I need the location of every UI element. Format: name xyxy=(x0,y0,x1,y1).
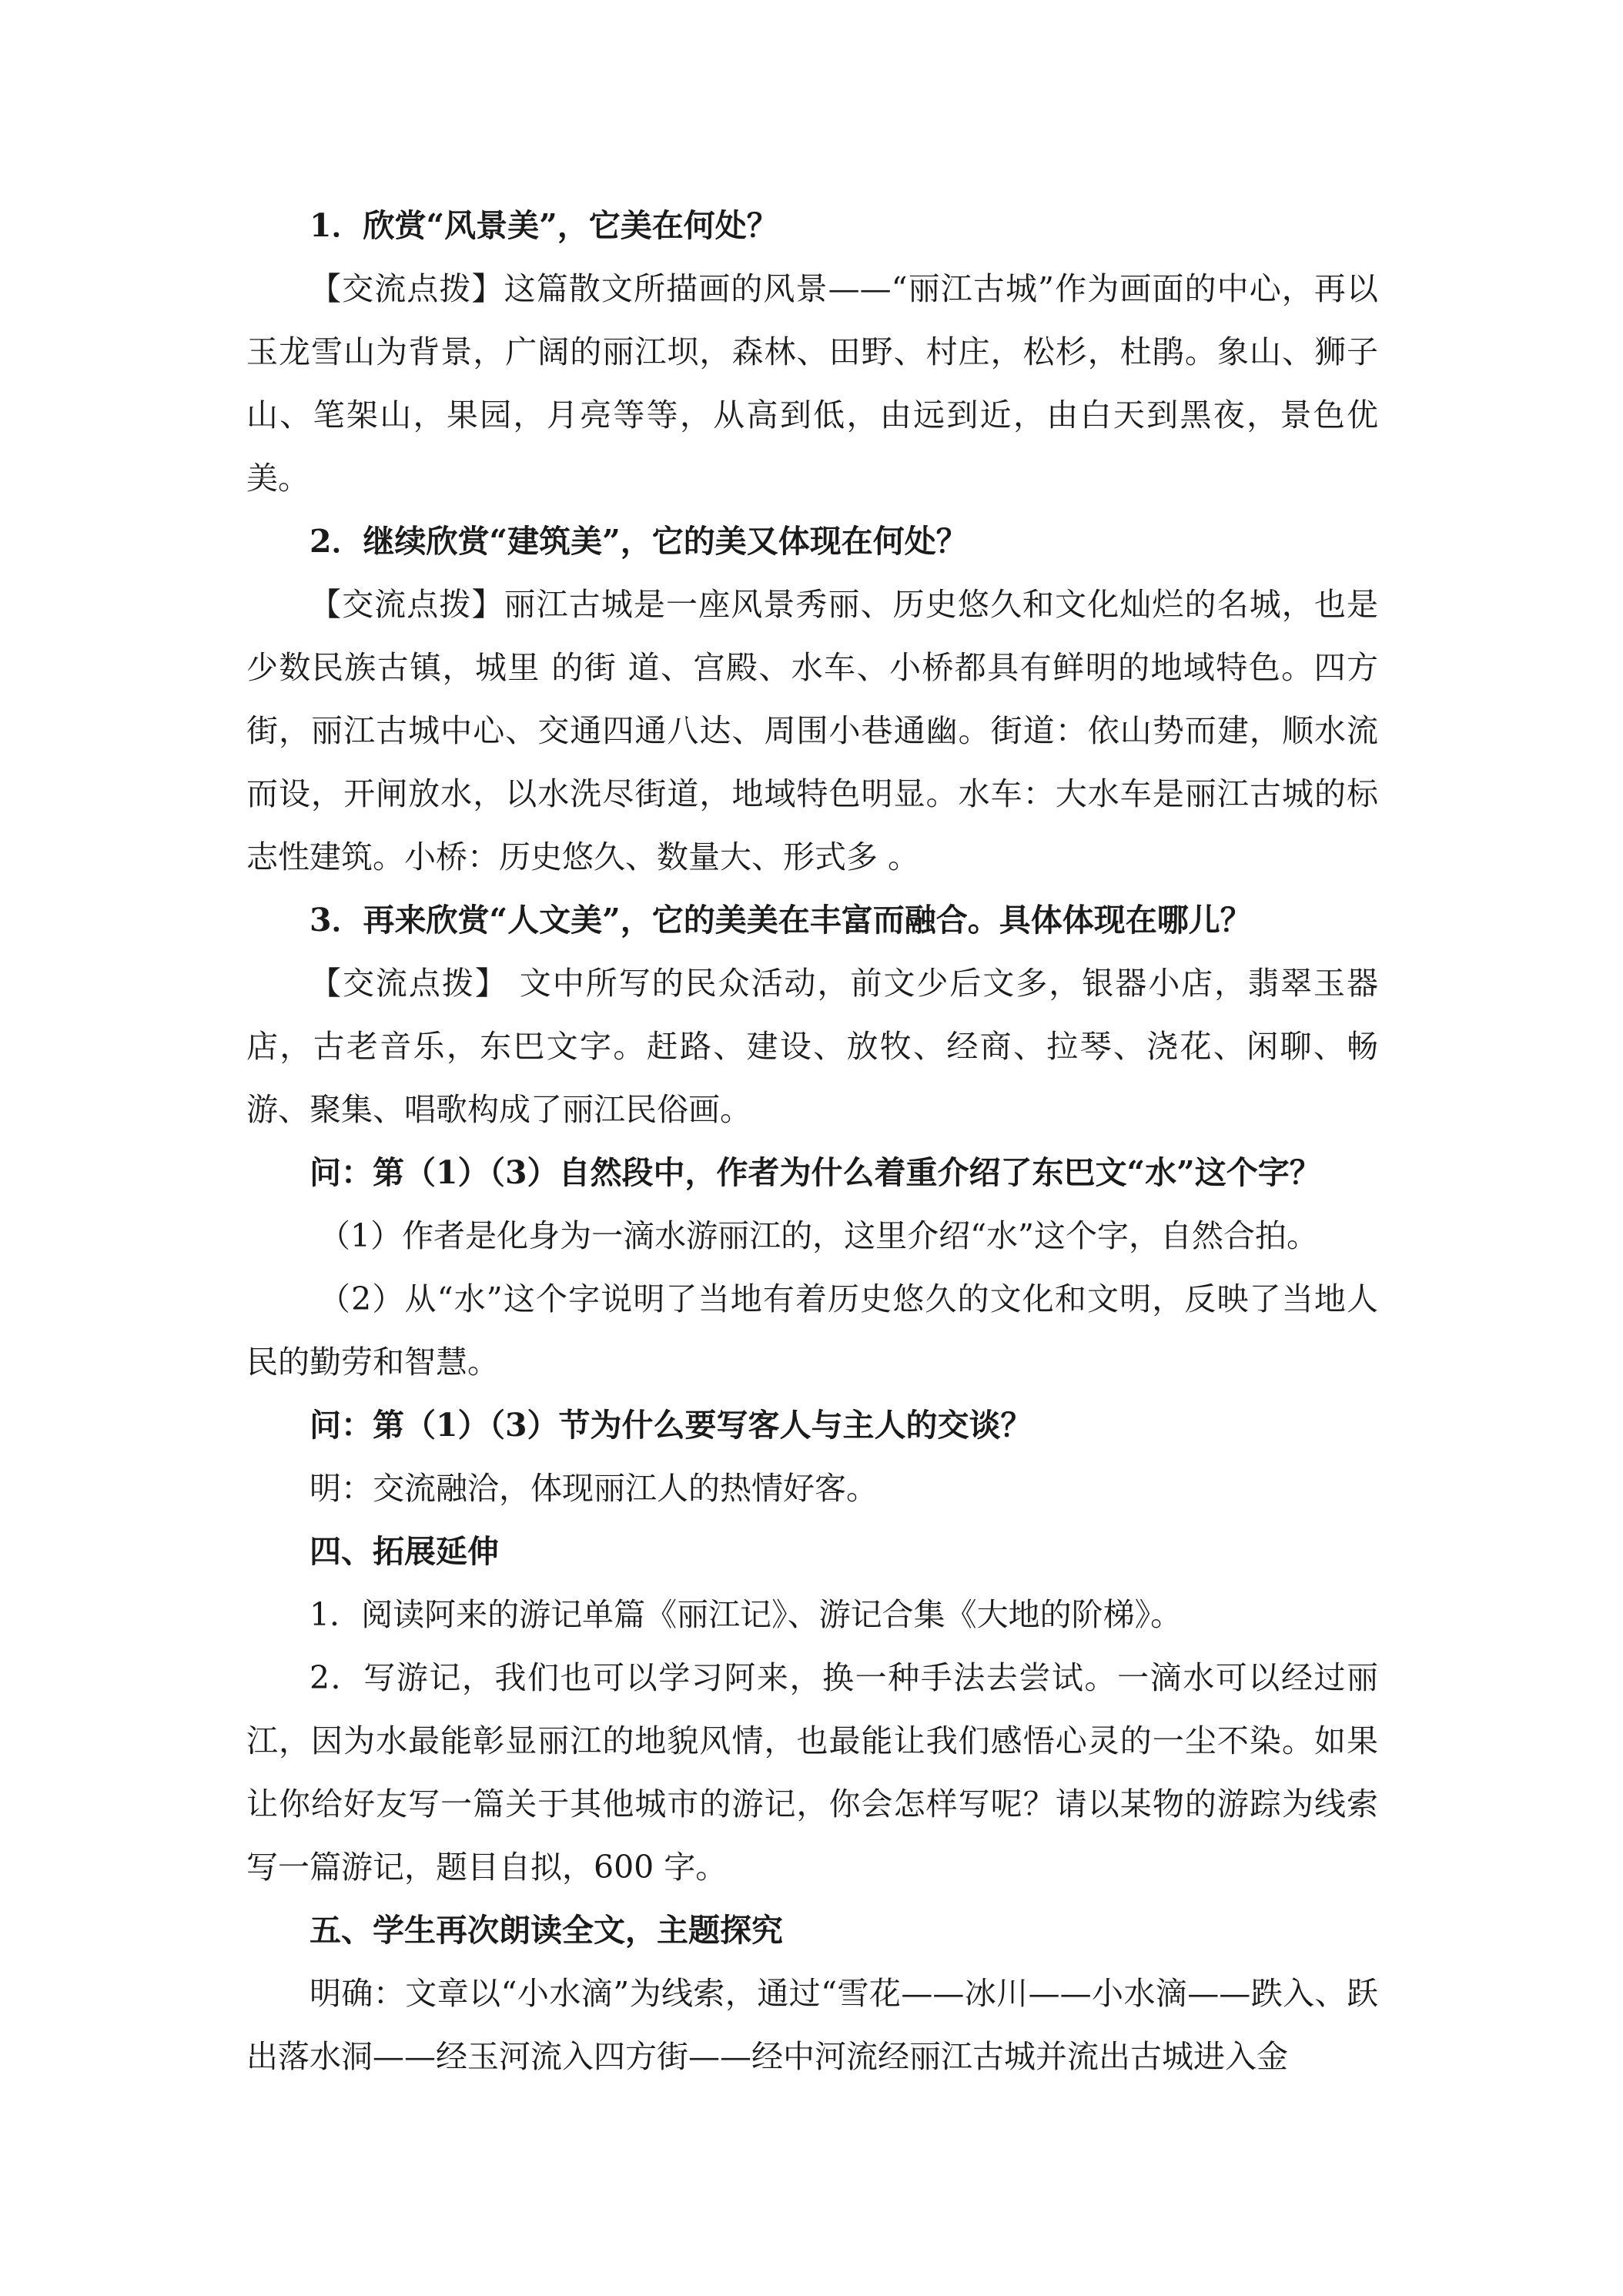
answer-scenery: 【交流点拨】这篇散文所描画的风景——“丽江古城”作为画面的中心，再以玉龙雪山为背景，广阔的丽江坝，森林、田野、村庄，松杉，杜鹃。象山、狮子山、笔架山，果园，月亮等等，从高到低，由远到近，由白天到黑夜，景色优美。 xyxy=(246,270,1378,497)
answer-host-guest: 明：交流融洽，体现丽江人的热情好客。 xyxy=(310,1470,878,1507)
section-heading-theme: 五、学生再次朗读全文，主题探究 xyxy=(310,1912,783,1949)
extension-item-2: 2．写游记，我们也可以学习阿来，换一种手法去尝试。一滴水可以经过丽江，因为水最能彰显丽江的地貌风情，也最能让我们感悟心灵的一尘不染。如果让你给好友写一篇关于其他城市的游记，你会怎样写呢？请以某物的游踪为线索写一篇游记，题目自拟，600 字。 xyxy=(246,1659,1378,1886)
answer-point-1: （1）作者是化身为一滴水游丽江的，这里介绍“水”这个字，自然合拍。 xyxy=(319,1217,1319,1254)
answer-culture: 【交流点拨】 文中所写的民众活动，前文少后文多，银器小店，翡翠玉器店，古老音乐，东巴文字。赶路、建设、放牧、经商、拉琴、浇花、闲聊、畅游、聚集、唱歌构成了丽江民俗画。 xyxy=(246,965,1378,1128)
question-heading-culture: 3．再来欣赏“人文美”，它的美美在丰富而融合。具体体现在哪儿？ xyxy=(310,902,1252,939)
section-heading-extension: 四、拓展延伸 xyxy=(310,1533,499,1570)
question-host-guest: 问：第（1）（3）节为什么要写客人与主人的交谈？ xyxy=(310,1407,1032,1444)
extension-item-1: 1．阅读阿来的游记单篇《丽江记》、游记合集《大地的阶梯》。 xyxy=(310,1596,1183,1633)
document-page xyxy=(246,194,1378,2088)
question-heading-scenery: 1．欣赏“风景美”，它美在何处？ xyxy=(310,207,778,244)
question-dongba-water: 问：第（1）（3）自然段中，作者为什么着重介绍了东巴文“水”这个字？ xyxy=(310,1154,1321,1191)
answer-architecture: 【交流点拨】丽江古城是一座风景秀丽、历史悠久和文化灿烂的名城，也是少数民族古镇，城里 的街 道、宫殿、水车、小桥都具有鲜明的地域特色。四方街，丽江古城中心、交通四通八达、周围小巷通幽。街道：依山势而建，顺水流而设，开闸放水，以水洗尽街道，地域特色明显。水车：大水车是丽江古城的标志性建筑。小桥：历史悠久、数量大、形式多 。 xyxy=(246,586,1378,875)
theme-answer: 明确：文章以“小水滴”为线索，通过“雪花——冰川——小水滴——跌入、跃出落水洞——经玉河流入四方街——经中河流经丽江古城并流出古城进入金 xyxy=(246,1975,1378,2075)
question-heading-architecture: 2．继续欣赏“建筑美”，它的美又体现在何处？ xyxy=(310,523,968,560)
answer-point-2: （2）从“水”这个字说明了当地有着历史悠久的文化和文明，反映了当地人民的勤劳和智慧。 xyxy=(246,1280,1378,1381)
